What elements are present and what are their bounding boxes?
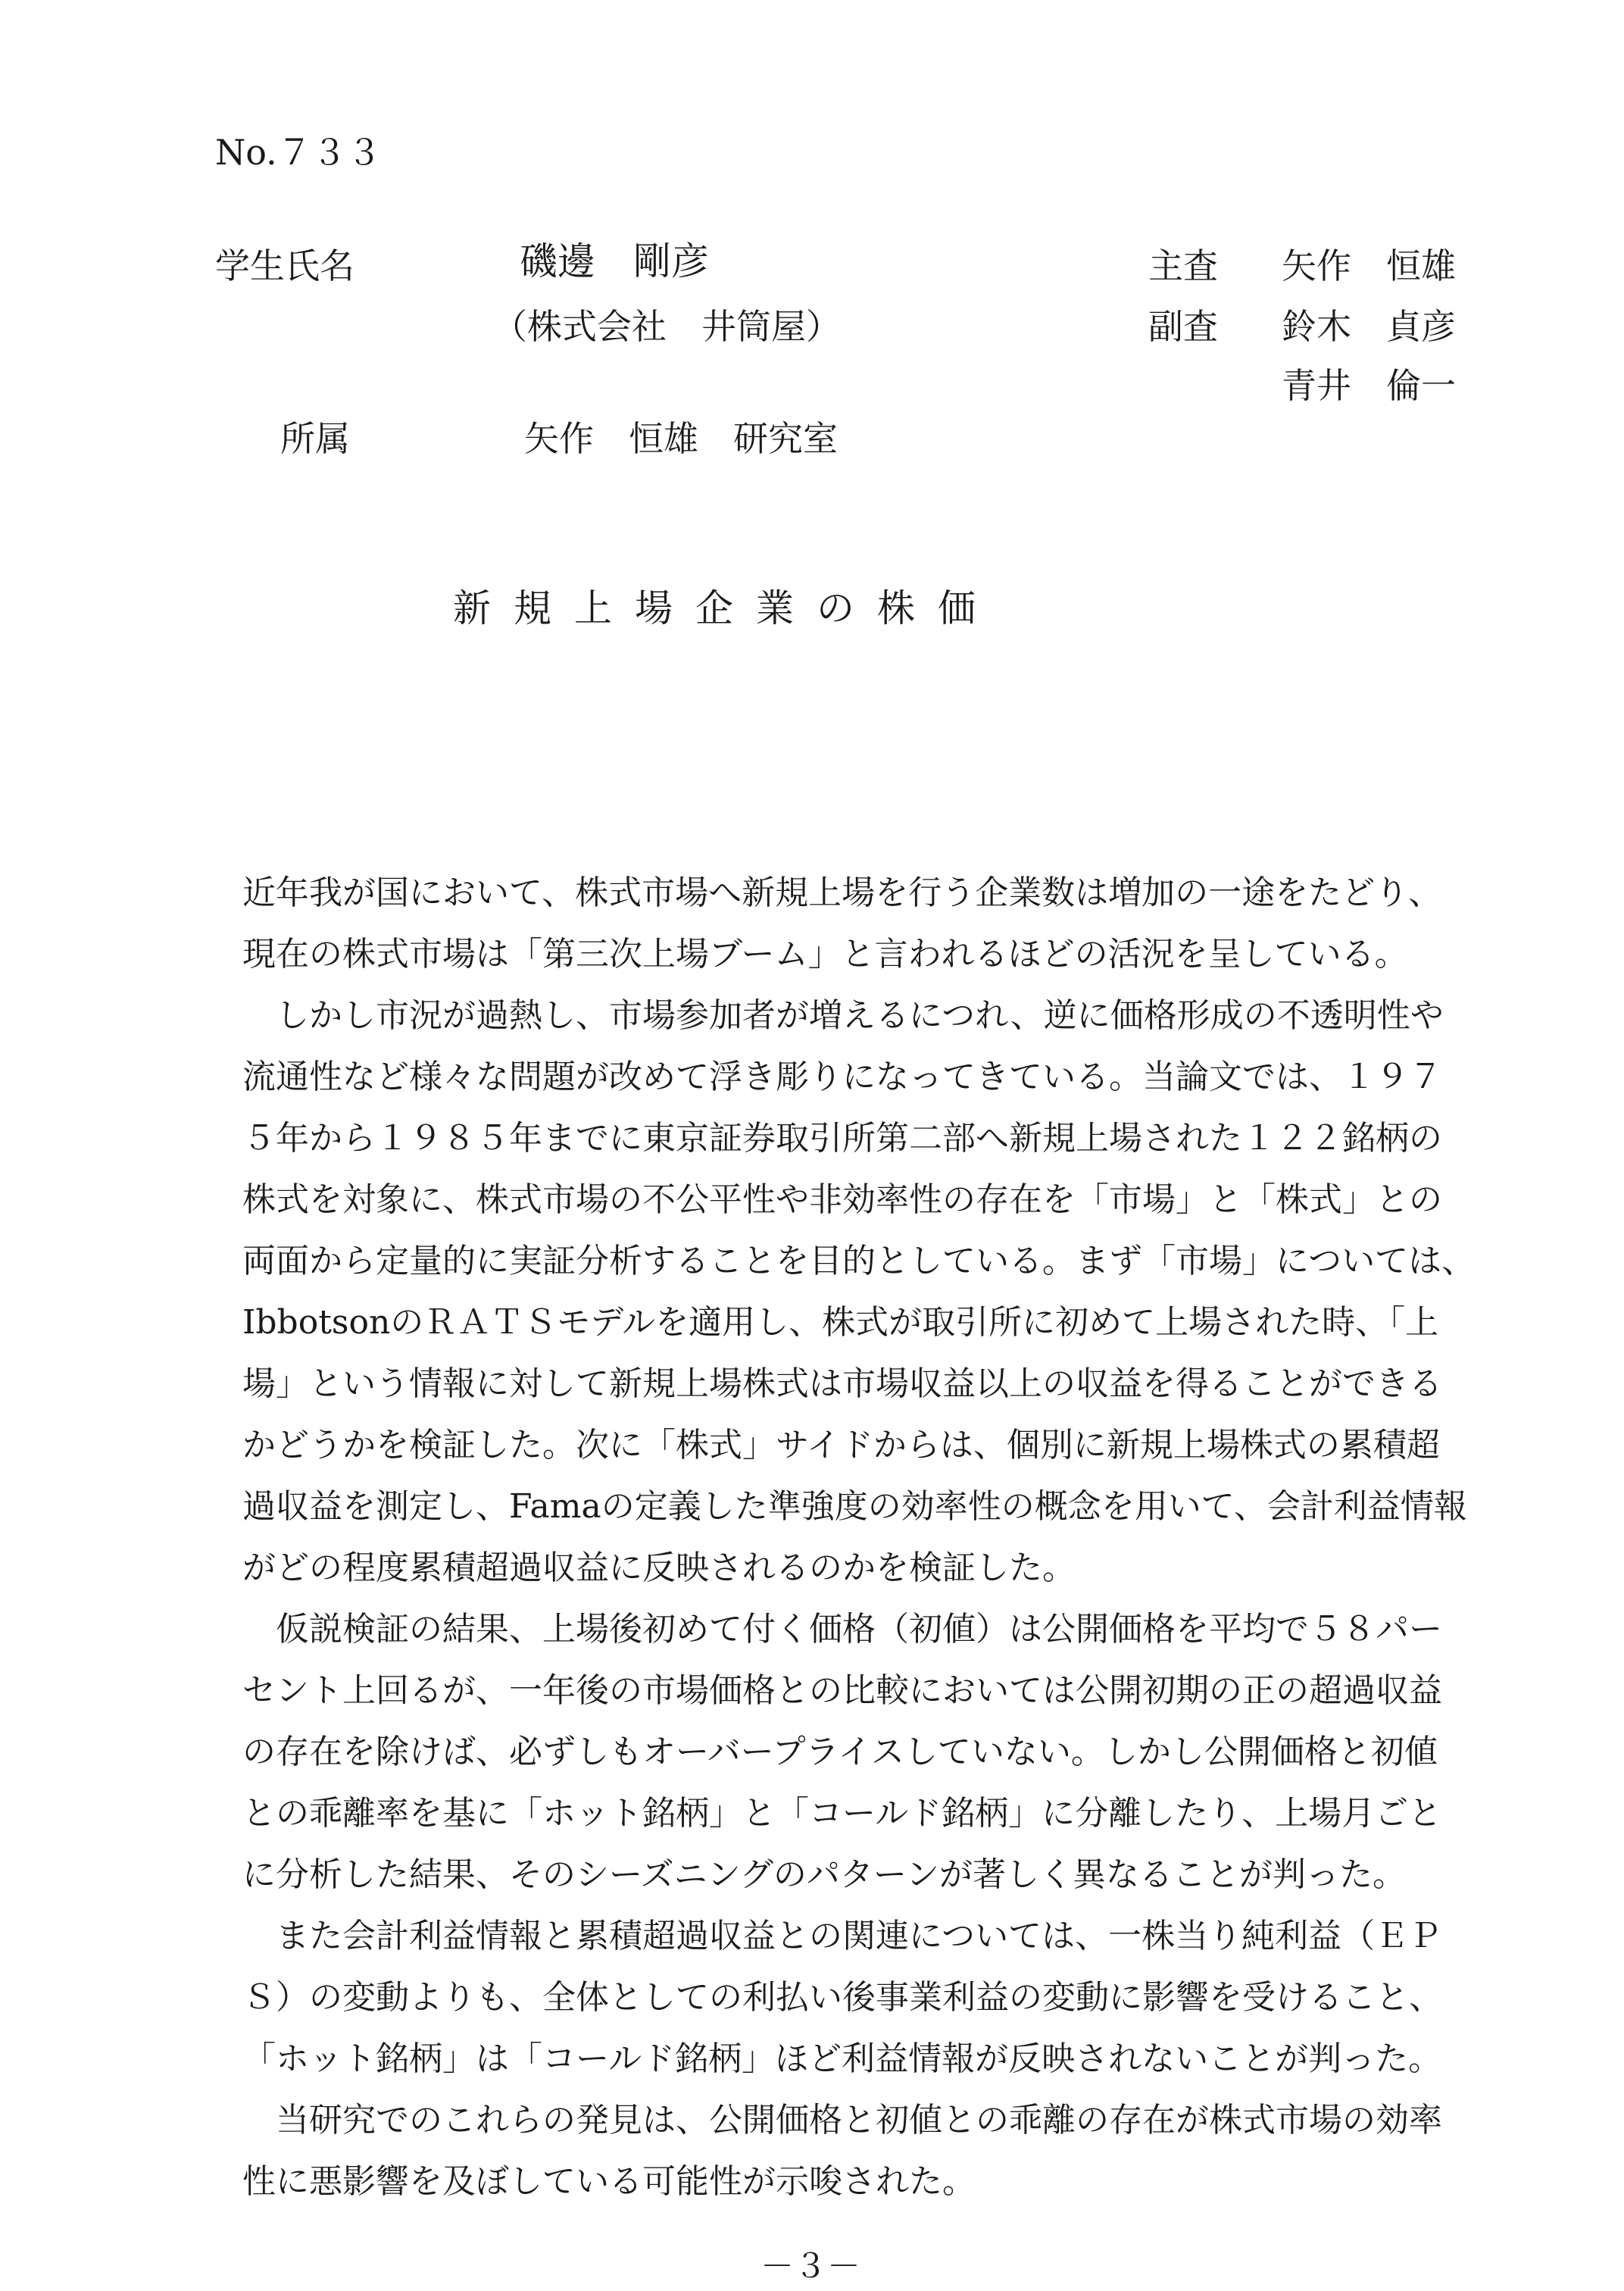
abstract-line: かどうかを検証した。次に「株式」サイドからは、個別に新規上場株式の累積超	[242, 1426, 1440, 1464]
abstract-line: 場」という情報に対して新規上場株式は市場収益以上の収益を得ることができる	[242, 1364, 1442, 1403]
abstract-line: 株式を対象に、株式市場の不公平性や非効率性の存在を「市場」と「株式」との	[242, 1180, 1442, 1219]
sub-examiner-name: 青井 倫一	[1282, 365, 1456, 406]
abstract-line: 現在の株式市場は「第三次上場ブーム」と言われるほどの活況を呈している。	[242, 935, 1408, 974]
sub-examiner-label: 副査	[1148, 306, 1218, 347]
affiliation-label: 所属	[280, 418, 350, 459]
abstract-line: 過収益を測定し、Famaの定義した準強度の効率性の概念を用いて、会計利益情報	[242, 1487, 1467, 1526]
student-name-label: 学生氏名	[215, 245, 354, 286]
abstract-line: 流通性など様々な問題が改めて浮き彫りになってきている。当論文では、１９７	[242, 1058, 1442, 1096]
abstract-line: がどの程度累積超過収益に反映されるのかを検証した。	[242, 1549, 1076, 1587]
abstract-line: セント上回るが、一年後の市場価格との比較においては公開初期の正の超過収益	[242, 1671, 1442, 1710]
abstract-line: に分析した結果、そのシーズニングのパターンが著しく異なることが判った。	[242, 1855, 1407, 1894]
document-number: No.７３３	[215, 132, 382, 173]
student-company: （株式会社 井筒屋）	[492, 306, 841, 347]
affiliation-value: 矢作 恒雄 研究室	[524, 418, 838, 459]
abstract-line: Ｓ）の変動よりも、全体としての利払い後事業利益の変動に影響を受けること、	[242, 1978, 1442, 2017]
abstract-line: 近年我が国において、株式市場へ新規上場を行う企業数は増加の一途をたどり、	[242, 874, 1442, 912]
abstract-line: また会計利益情報と累積超過収益との関連については、一株当り純利益（ＥＰ	[242, 1917, 1442, 1955]
abstract-line: IbbotsonのＲＡＴＳモデルを適用し、株式が取引所に初めて上場された時、「上	[242, 1303, 1439, 1342]
abstract-line: ５年から１９８５年までに東京証券取引所第二部へ新規上場された１２２銘柄の	[242, 1119, 1442, 1158]
chief-examiner-label: 主査	[1148, 245, 1218, 286]
abstract-line: 仮説検証の結果、上場後初めて付く価格（初値）は公開価格を平均で５８パー	[242, 1610, 1442, 1649]
chief-examiner-name: 矢作 恒雄	[1282, 245, 1456, 286]
abstract-line: 「ホット銘柄」は「コールド銘柄」ほど利益情報が反映されないことが判った。	[242, 2039, 1442, 2078]
abstract-line: 性に悪影響を及ぼしている可能性が示唆された。	[242, 2162, 976, 2201]
abstract-line: 当研究でのこれらの発見は、公開価格と初値との乖離の存在が株式市場の効率	[242, 2101, 1442, 2139]
abstract-line: 両面から定量的に実証分析することを目的としている。まず「市場」については、	[242, 1242, 1476, 1280]
page-number: －３－	[760, 2247, 860, 2286]
abstract-line: との乖離率を基に「ホット銘柄」と「コールド銘柄」に分離したり、上場月ごと	[242, 1794, 1442, 1833]
abstract-line: しかし市況が過熱し、市場参加者が増えるにつれ、逆に価格形成の不透明性や	[242, 996, 1444, 1035]
sub-examiner-name: 鈴木 貞彦	[1282, 306, 1456, 347]
abstract-line: の存在を除けば、必ずしもオーバープライスしていない。しかし公開価格と初値	[242, 1733, 1438, 1771]
thesis-title: 新規上場企業の株価	[453, 586, 998, 630]
student-name: 磯邊 剛彦	[520, 239, 709, 283]
